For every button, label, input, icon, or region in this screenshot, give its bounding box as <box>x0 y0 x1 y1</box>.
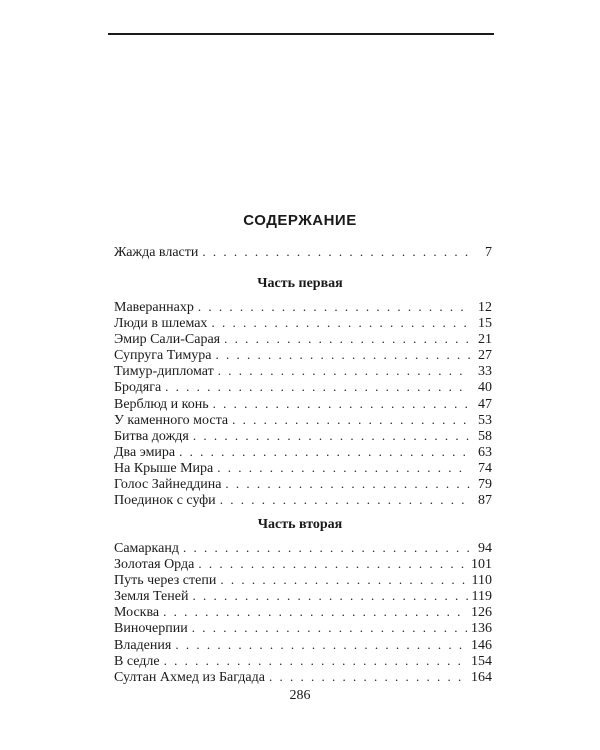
entry-page: 40 <box>478 380 492 396</box>
dot-leader <box>165 379 470 395</box>
entry-title: На Крыше Мира <box>114 460 214 476</box>
entry-title: Султан Ахмед из Багдада <box>114 669 265 685</box>
dot-leader <box>232 412 470 428</box>
entry-page: 126 <box>471 605 492 621</box>
entry-title: Москва <box>114 605 160 621</box>
entry-page: 146 <box>471 637 492 653</box>
toc-entry[interactable] <box>114 476 492 492</box>
entry-page: 101 <box>471 557 492 573</box>
entry-page: 27 <box>478 348 492 364</box>
dot-leader <box>211 315 470 331</box>
entry-title: Верблюд и конь <box>114 396 209 412</box>
entry-page: 21 <box>478 332 492 348</box>
toc-entry[interactable] <box>114 331 492 347</box>
toc-entry[interactable] <box>114 363 492 379</box>
entry-page: 119 <box>471 589 492 605</box>
dot-leader <box>179 444 470 460</box>
entry-page: 53 <box>478 412 492 428</box>
entry-page: 47 <box>478 396 492 412</box>
dot-leader <box>192 620 467 636</box>
dot-leader <box>198 556 467 572</box>
contents-title: СОДЕРЖАНИЕ <box>243 212 357 229</box>
entry-page: 7 <box>485 245 492 260</box>
toc-part-two <box>114 540 492 685</box>
entry-page: 164 <box>471 669 492 685</box>
toc-entry[interactable] <box>114 396 492 412</box>
toc-entry[interactable] <box>114 637 492 653</box>
entry-title: Золотая Орда <box>114 557 195 573</box>
entry-title: Люди в шлемах <box>114 316 208 332</box>
entry-title: Два эмира <box>114 444 176 460</box>
toc-entry[interactable] <box>114 653 492 669</box>
toc-entry[interactable] <box>114 244 492 260</box>
entry-title: Земля Теней <box>114 589 189 605</box>
dot-leader <box>224 331 470 347</box>
entry-page: 15 <box>478 316 492 332</box>
dot-leader <box>163 604 467 620</box>
entry-page: 74 <box>478 460 492 476</box>
entry-page: 58 <box>478 428 492 444</box>
toc-entry[interactable] <box>114 299 492 315</box>
entry-page: 154 <box>471 653 492 669</box>
dot-leader <box>202 244 470 260</box>
entry-title: Виночерпии <box>114 621 188 637</box>
toc-part-one <box>114 299 492 508</box>
entry-title: Жажда власти <box>114 245 199 260</box>
entry-title: Мавераннахр <box>114 300 194 315</box>
toc-entry[interactable] <box>114 379 492 395</box>
toc-entry[interactable] <box>114 347 492 363</box>
entry-title: Поединок с суфи <box>114 493 216 509</box>
entry-title: Бродяга <box>114 380 162 396</box>
entry-page: 12 <box>478 300 492 315</box>
toc-entry[interactable] <box>114 540 492 556</box>
toc-entry[interactable] <box>114 620 492 636</box>
dot-leader <box>220 492 470 508</box>
entry-page: 136 <box>471 621 492 637</box>
entry-title: Тимур-дипломат <box>114 364 214 380</box>
entry-page: 79 <box>478 477 492 493</box>
dot-leader <box>183 540 470 556</box>
dot-leader <box>225 476 470 492</box>
dot-leader <box>216 347 470 363</box>
toc-entry[interactable] <box>114 315 492 331</box>
entry-title: Путь через степи <box>114 573 217 589</box>
page-number: 286 <box>289 688 311 703</box>
dot-leader <box>192 588 467 604</box>
dot-leader <box>213 396 470 412</box>
toc-entry[interactable] <box>114 412 492 428</box>
toc-entry[interactable] <box>114 588 492 604</box>
entry-title: Самарканд <box>114 541 179 556</box>
dot-leader <box>220 572 467 588</box>
entry-page: 94 <box>478 541 492 556</box>
entry-title: Эмир Сали-Сарая <box>114 332 221 348</box>
dot-leader <box>175 637 467 653</box>
entry-title: Битва дождя <box>114 428 189 444</box>
dot-leader <box>217 460 470 476</box>
entry-page: 110 <box>471 573 492 589</box>
toc-entry[interactable] <box>114 492 492 508</box>
entry-title: У каменного моста <box>114 412 229 428</box>
toc-entry[interactable] <box>114 460 492 476</box>
toc-entry[interactable] <box>114 444 492 460</box>
dot-leader <box>269 669 467 685</box>
entry-title: Супруга Тимура <box>114 348 212 364</box>
dot-leader <box>198 299 470 315</box>
part-one-heading: Часть первая <box>257 276 343 291</box>
entry-title: Голос Зайнеддина <box>114 477 222 493</box>
entry-page: 63 <box>478 444 492 460</box>
dot-leader <box>164 653 467 669</box>
part-two-heading: Часть вторая <box>257 517 343 532</box>
entry-page: 33 <box>478 364 492 380</box>
toc-entry[interactable] <box>114 604 492 620</box>
toc-entry[interactable] <box>114 556 492 572</box>
dot-leader <box>218 363 470 379</box>
entry-title: В седле <box>114 653 160 669</box>
toc-intro <box>114 244 492 260</box>
toc-entry[interactable] <box>114 428 492 444</box>
entry-page: 87 <box>478 493 492 509</box>
entry-title: Владения <box>114 637 172 653</box>
toc-entry[interactable] <box>114 669 492 685</box>
header-rule <box>108 33 494 35</box>
dot-leader <box>193 428 470 444</box>
toc-entry[interactable] <box>114 572 492 588</box>
